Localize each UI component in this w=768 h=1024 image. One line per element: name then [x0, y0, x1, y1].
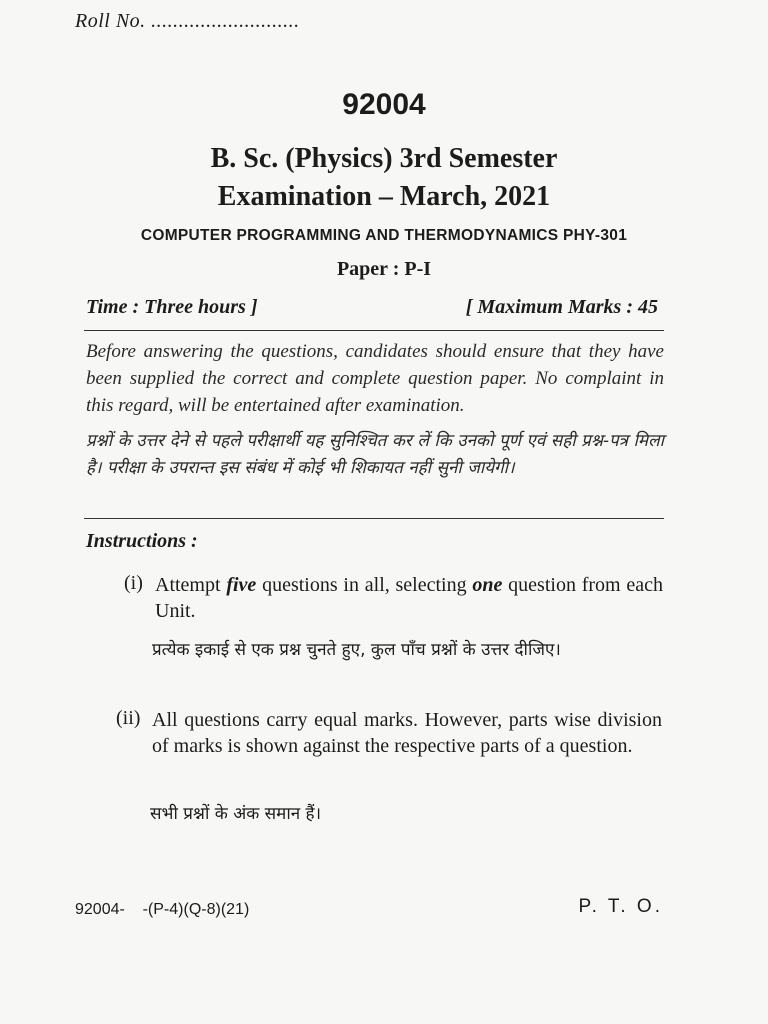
notice-hindi: प्रश्नों के उत्तर देने से पहले परीक्षार्थी यह सुनिश्चित कर लें कि उनको पूर्ण एवं सही प्रश्न-पत्र मिला है। परीक्षा के उपरान्त इस संबंध में कोई भी शिकायत नहीं सुनी जायेगी।: [86, 431, 664, 478]
title-line-1: B. Sc. (Physics) 3rd Semester: [210, 143, 558, 174]
roll-number: Roll No. ...........................: [75, 10, 300, 32]
instructions-heading: Instructions :: [86, 530, 198, 552]
title-line-2: Examination – March, 2021: [217, 181, 551, 212]
paper-code: 92004: [342, 88, 426, 121]
instruction-1-number: (i): [124, 572, 143, 594]
pto-label: P. T. O.: [578, 896, 663, 917]
instruction-1-hindi: प्रत्येक इकाई से एक प्रश्न चुनते हुए, कुल पाँच प्रश्नों के उत्तर दीजिए।: [152, 640, 561, 660]
exam-title: [0, 140, 768, 216]
instruction-1-text: Attempt five questions in all, selecting one question from each Unit.: [155, 574, 664, 622]
instruction-2-hindi: सभी प्रश्नों के अंक समान हैं।: [150, 804, 322, 824]
time-allowed: Time : Three hours ]: [86, 296, 258, 318]
instruction-2-text: All questions carry equal marks. However, parts wise division of marks is shown against the respective parts of a question.: [152, 709, 662, 757]
subject-heading: COMPUTER PROGRAMMING AND THERMODYNAMICS PHY-301: [140, 227, 628, 244]
paper-label: Paper : P-I: [336, 258, 432, 280]
divider-top: [84, 330, 664, 331]
notice-english: Before answering the questions, candidates should ensure that they have been supplied the correct and complete question paper. No complaint in this regard, will be entertained after examination.: [86, 341, 664, 416]
maximum-marks: [ Maximum Marks : 45: [465, 296, 658, 318]
footer-code: 92004- -(P-4)(Q-8)(21): [75, 901, 250, 918]
instruction-2-number: (ii): [116, 707, 141, 729]
divider-bottom: [84, 518, 664, 519]
